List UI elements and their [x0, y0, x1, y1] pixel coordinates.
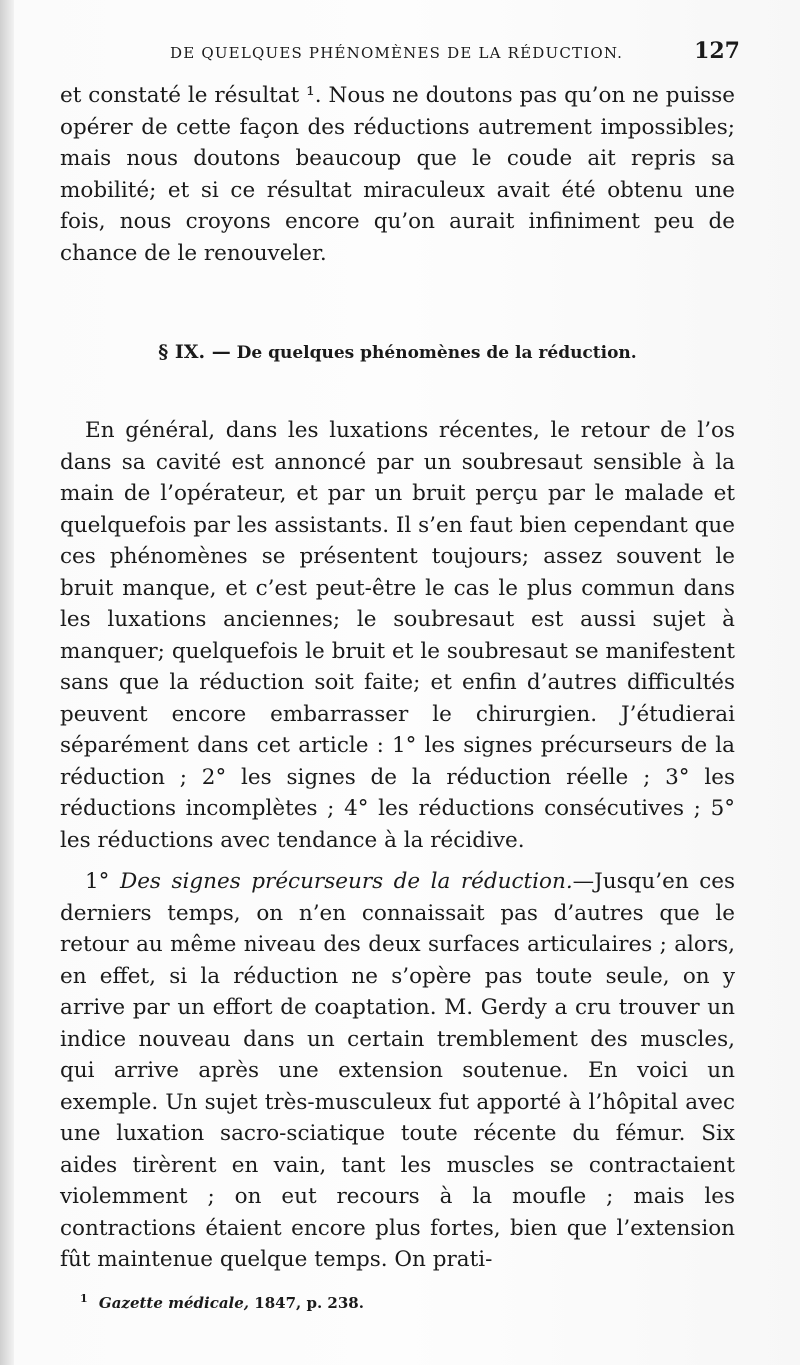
page-body: [60, 80, 735, 1276]
paragraph-lead: 1°: [85, 869, 110, 894]
subsection-title: Des signes précurseurs de la réduction.: [119, 869, 573, 894]
section-number: § IX. —: [158, 341, 231, 363]
page-number: 127: [694, 38, 740, 64]
page-gutter: [0, 0, 14, 1365]
footnote-source: Gazette médicale,: [98, 1294, 250, 1312]
paragraph-signs-text: —Jusqu’en ces derniers temps, on n’en connaissait pas d’autres que le retour au même niveau des deux surfaces articulaires ; alors, en effet, si la réduction ne s’opère pas toute seule, on y arrive par un effort de coaptation. M. Gerdy a cru trouver un indice nouveau dans un certain tremblement des muscles, qui arrive après une extension soutenue. En voici un exemple. Un sujet très-musculeux fut apporté à l’hôpital avec une luxation sacro-sciatique toute récente du fémur. Six aides tirèrent en vain, tant les muscles se contractaient violemment ; on eut recours à la moufle ; mais les contractions étaient encore plus fortes, bien que l’extension fût maintenue quelque temps. On prati-: [60, 869, 736, 1272]
page-header: [60, 38, 740, 68]
paragraph-general: En général, dans les luxations récentes, le retour de l’os dans sa cavité est annoncé par un soubresaut sensible à la main de l’opérateur, et par un bruit perçu par le malade et quelquefois par les assistants. Il s’en faut bien cependant que ces phénomènes se présentent toujours; assez souvent le bruit manque, et c’est peut-être le cas le plus commun dans les luxations anciennes; le soubresaut est aussi sujet à manquer; quelquefois le bruit et le soubresaut se manifestent sans que la réduction soit faite; et enfin d’autres difficultés peuvent encore embarrasser le chirurgien. J’étudierai séparément dans cet article : 1° les signes précurseurs de la réduction ; 2° les signes de la réduction réelle ; 3° les réductions incomplètes ; 4° les réductions consécutives ; 5° les réductions avec tendance à la récidive.: [60, 418, 735, 853]
footnote-reference: 1847, p. 238.: [254, 1294, 364, 1312]
footnote: [80, 1292, 364, 1312]
running-title: DE QUELQUES PHÉNOMÈNES DE LA RÉDUCTION.: [170, 44, 624, 62]
section-title: De quelques phénomènes de la réduction.: [236, 343, 637, 363]
paragraph-continued: et constaté le résultat ¹. Nous ne doutons pas qu’on ne puisse opérer de cette façon des réductions autrement impossibles; mais nous doutons beaucoup que le coude ait repris sa mobilité; et si ce résultat miraculeux avait été obtenu une fois, nous croyons encore qu’on aurait infiniment peu de chance de le renouveler.: [60, 83, 735, 266]
paragraph-signs: [60, 866, 735, 1276]
footnote-mark: 1: [80, 1292, 88, 1305]
section-heading: [60, 341, 735, 363]
